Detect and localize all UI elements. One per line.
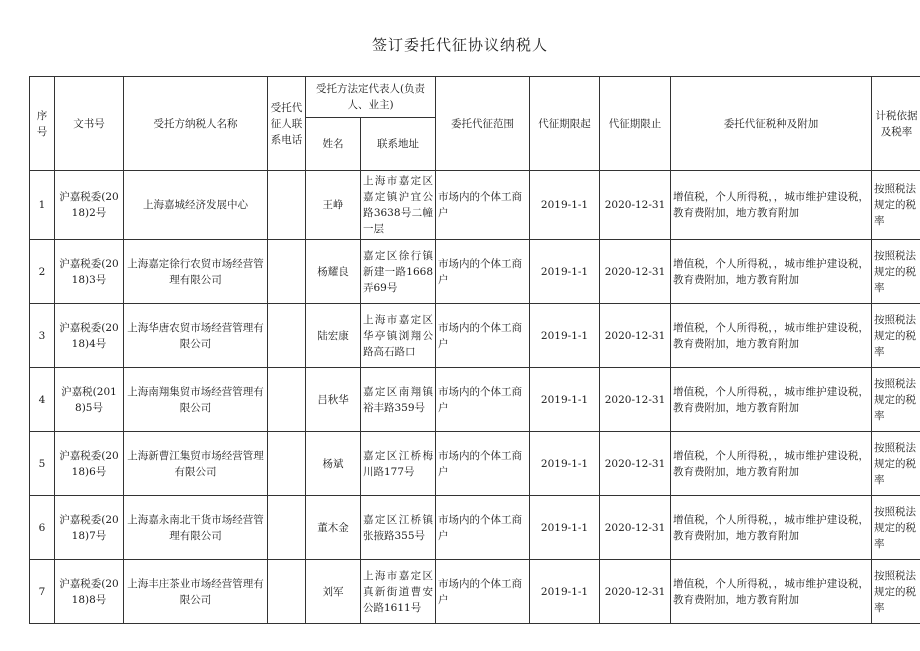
cell-agent-phone bbox=[268, 560, 306, 624]
header-tax-types: 委托代征税种及附加 bbox=[671, 77, 872, 171]
cell-start: 2019-1-1 bbox=[530, 240, 600, 304]
cell-start: 2019-1-1 bbox=[530, 171, 600, 240]
cell-end: 2020-12-31 bbox=[600, 304, 671, 368]
cell-start: 2019-1-1 bbox=[530, 560, 600, 624]
cell-rep-address: 上海市嘉定区真新街道曹安公路1611号 bbox=[361, 560, 436, 624]
header-rep-group: 受托方法定代表人(负责人、业主) bbox=[306, 77, 436, 118]
page-title: 签订委托代征协议纳税人 bbox=[371, 36, 548, 54]
cell-rep-address: 嘉定区江桥梅川路177号 bbox=[361, 432, 436, 496]
cell-taxpayer: 上海南翔集贸市场经营管理有限公司 bbox=[124, 368, 268, 432]
cell-seq: 4 bbox=[30, 368, 55, 432]
cell-doc-no: 沪嘉税委(2018)7号 bbox=[55, 496, 124, 560]
cell-rep-address: 上海市嘉定区华亭镇浏翔公路高石路口 bbox=[361, 304, 436, 368]
cell-start: 2019-1-1 bbox=[530, 304, 600, 368]
cell-scope: 市场内的个体工商户 bbox=[436, 496, 530, 560]
cell-agent-phone bbox=[268, 304, 306, 368]
table-row bbox=[30, 304, 920, 368]
cell-rep-name: 董木金 bbox=[306, 496, 361, 560]
header-doc-no: 文书号 bbox=[55, 77, 124, 171]
header-seq: 序号 bbox=[30, 77, 55, 171]
cell-rep-name: 王峥 bbox=[306, 171, 361, 240]
cell-agent-phone bbox=[268, 171, 306, 240]
cell-rep-name: 杨斌 bbox=[306, 432, 361, 496]
header-taxpayer: 受托方纳税人名称 bbox=[124, 77, 268, 171]
cell-tax-types: 增值税，个人所得税，，城市维护建设税，教育费附加，地方教育附加 bbox=[671, 560, 872, 624]
cell-basis: 按照税法规定的税率 bbox=[872, 304, 920, 368]
header-agent-phone: 受托代征人联系电话 bbox=[268, 77, 306, 171]
cell-taxpayer: 上海嘉城经济发展中心 bbox=[124, 171, 268, 240]
cell-seq: 1 bbox=[30, 171, 55, 240]
cell-doc-no: 沪嘉税委(2018)8号 bbox=[55, 560, 124, 624]
cell-rep-name: 刘军 bbox=[306, 560, 361, 624]
cell-scope: 市场内的个体工商户 bbox=[436, 368, 530, 432]
cell-seq: 2 bbox=[30, 240, 55, 304]
table-row bbox=[30, 432, 920, 496]
table-row bbox=[30, 171, 920, 240]
cell-doc-no: 沪嘉税委(2018)6号 bbox=[55, 432, 124, 496]
cell-scope: 市场内的个体工商户 bbox=[436, 240, 530, 304]
header-start: 代征期限起 bbox=[530, 77, 600, 171]
cell-seq: 7 bbox=[30, 560, 55, 624]
cell-start: 2019-1-1 bbox=[530, 432, 600, 496]
cell-seq: 3 bbox=[30, 304, 55, 368]
cell-agent-phone bbox=[268, 240, 306, 304]
cell-end: 2020-12-31 bbox=[600, 368, 671, 432]
taxpayer-table bbox=[29, 76, 920, 624]
cell-doc-no: 沪嘉税委(2018)2号 bbox=[55, 171, 124, 240]
header-end: 代征期限止 bbox=[600, 77, 671, 171]
cell-tax-types: 增值税，个人所得税，，城市维护建设税，教育费附加，地方教育附加 bbox=[671, 240, 872, 304]
cell-end: 2020-12-31 bbox=[600, 240, 671, 304]
cell-basis: 按照税法规定的税率 bbox=[872, 240, 920, 304]
cell-seq: 5 bbox=[30, 432, 55, 496]
cell-doc-no: 沪嘉税委(2018)4号 bbox=[55, 304, 124, 368]
cell-doc-no: 沪嘉税(2018)5号 bbox=[55, 368, 124, 432]
cell-rep-name: 陆宏康 bbox=[306, 304, 361, 368]
cell-rep-name: 杨耀良 bbox=[306, 240, 361, 304]
header-rep-name: 姓名 bbox=[306, 118, 361, 171]
cell-taxpayer: 上海嘉永南北干货市场经营管理有限公司 bbox=[124, 496, 268, 560]
cell-rep-address: 嘉定区南翔镇裕丰路359号 bbox=[361, 368, 436, 432]
cell-taxpayer: 上海丰庄茶业市场经营管理有限公司 bbox=[124, 560, 268, 624]
cell-tax-types: 增值税，个人所得税，，城市维护建设税，教育费附加，地方教育附加 bbox=[671, 432, 872, 496]
cell-rep-address: 嘉定区江桥镇张掖路355号 bbox=[361, 496, 436, 560]
table-row bbox=[30, 560, 920, 624]
cell-end: 2020-12-31 bbox=[600, 560, 671, 624]
cell-tax-types: 增值税，个人所得税，，城市维护建设税，教育费附加，地方教育附加 bbox=[671, 368, 872, 432]
cell-taxpayer: 上海华唐农贸市场经营管理有限公司 bbox=[124, 304, 268, 368]
cell-tax-types: 增值税，个人所得税，，城市维护建设税，教育费附加，地方教育附加 bbox=[671, 171, 872, 240]
cell-doc-no: 沪嘉税委(2018)3号 bbox=[55, 240, 124, 304]
cell-end: 2020-12-31 bbox=[600, 496, 671, 560]
cell-start: 2019-1-1 bbox=[530, 496, 600, 560]
cell-basis: 按照税法规定的税率 bbox=[872, 432, 920, 496]
table-row bbox=[30, 496, 920, 560]
cell-agent-phone bbox=[268, 368, 306, 432]
cell-tax-types: 增值税，个人所得税，，城市维护建设税，教育费附加，地方教育附加 bbox=[671, 304, 872, 368]
cell-basis: 按照税法规定的税率 bbox=[872, 496, 920, 560]
cell-agent-phone bbox=[268, 496, 306, 560]
cell-scope: 市场内的个体工商户 bbox=[436, 432, 530, 496]
cell-scope: 市场内的个体工商户 bbox=[436, 304, 530, 368]
cell-taxpayer: 上海新曹江集贸市场经营管理有限公司 bbox=[124, 432, 268, 496]
table-row bbox=[30, 368, 920, 432]
cell-taxpayer: 上海嘉定徐行农贸市场经营管理有限公司 bbox=[124, 240, 268, 304]
cell-end: 2020-12-31 bbox=[600, 171, 671, 240]
cell-basis: 按照税法规定的税率 bbox=[872, 368, 920, 432]
cell-agent-phone bbox=[268, 432, 306, 496]
header-scope: 委托代征范围 bbox=[436, 77, 530, 171]
cell-rep-address: 上海市嘉定区嘉定镇沪宜公路3638号二幢一层 bbox=[361, 171, 436, 240]
header-rep-address: 联系地址 bbox=[361, 118, 436, 171]
header-basis: 计税依据及税率 bbox=[872, 77, 920, 171]
cell-basis: 按照税法规定的税率 bbox=[872, 560, 920, 624]
cell-scope: 市场内的个体工商户 bbox=[436, 560, 530, 624]
cell-end: 2020-12-31 bbox=[600, 432, 671, 496]
cell-start: 2019-1-1 bbox=[530, 368, 600, 432]
cell-scope: 市场内的个体工商户 bbox=[436, 171, 530, 240]
cell-tax-types: 增值税，个人所得税，，城市维护建设税，教育费附加，地方教育附加 bbox=[671, 496, 872, 560]
table-row bbox=[30, 240, 920, 304]
cell-rep-address: 嘉定区徐行镇新建一路1668弄69号 bbox=[361, 240, 436, 304]
cell-basis: 按照税法规定的税率 bbox=[872, 171, 920, 240]
cell-seq: 6 bbox=[30, 496, 55, 560]
cell-rep-name: 吕秋华 bbox=[306, 368, 361, 432]
